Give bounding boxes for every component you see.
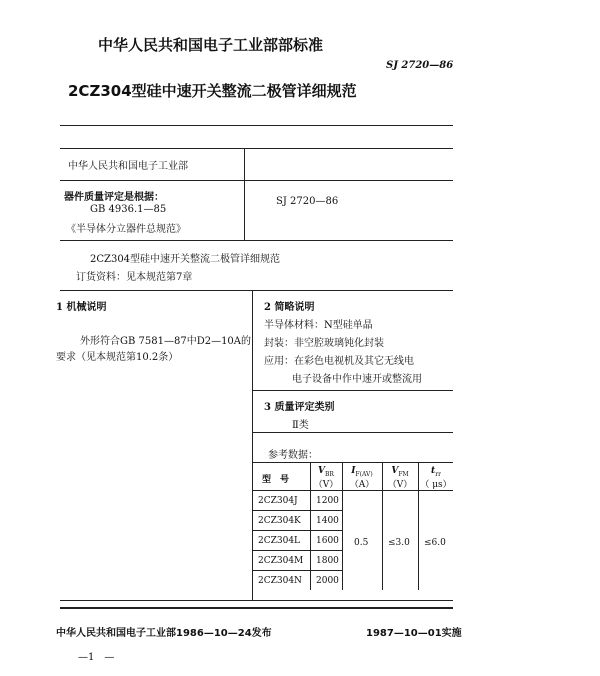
rule-info-top: [60, 148, 453, 149]
rule-bottom-2: [60, 607, 453, 609]
info-divider: [244, 148, 245, 240]
rule-refdata: [252, 432, 453, 433]
section1-title: 1 机械说明: [56, 302, 107, 313]
section1-line2: 要求（见本规范第10.2条）: [56, 352, 179, 363]
rule-bottom-1: [60, 600, 453, 601]
table-row-rule-4: [252, 570, 342, 571]
table-row-vbr: 1200: [316, 496, 339, 506]
basis-label: 器件质量评定是根据：: [64, 192, 164, 203]
agency-title: 中华人民共和国电子工业部部标准: [98, 36, 324, 54]
table-row-vbr: 1400: [316, 516, 339, 526]
spec-name: 2CZ304型硅中速开关整流二极管详细规范: [90, 254, 281, 265]
col-model-header: 型 号: [262, 475, 290, 485]
col-if-header: [342, 466, 382, 490]
col-if-symbol: I: [351, 466, 356, 476]
section2-application-2: 电子设备中作中速开或整流用: [292, 374, 422, 385]
section2-title: 2 简略说明: [264, 302, 315, 313]
table-row-model: 2CZ304J: [258, 496, 298, 506]
rule-issuer: [60, 180, 453, 181]
col-vfm-symbol: V: [391, 466, 399, 476]
col-vbr-subscript: BR: [325, 470, 334, 478]
col-trr-unit: （ μs）: [420, 479, 452, 490]
info-code: SJ 2720—86: [276, 196, 339, 207]
rule-top: [60, 125, 453, 126]
document-title: 2CZ304型硅中速开关整流二极管详细规范: [68, 82, 357, 100]
section3-category: Ⅱ类: [292, 420, 309, 431]
issued-date: 中华人民共和国电子工业部1986—10—24发布: [56, 628, 272, 639]
table-row-vbr: 1600: [316, 536, 339, 546]
table-top-rule: [252, 462, 453, 463]
table-row-vbr: 2000: [316, 576, 339, 586]
column-divider: [252, 290, 253, 600]
table-row-vbr: 1800: [316, 556, 339, 566]
basis-name: 《半导体分立器件总规范》: [66, 224, 186, 235]
if-value: 0.5: [354, 538, 369, 548]
issuer: 中华人民共和国电子工业部: [68, 161, 188, 172]
col-trr-subscript: rr: [435, 470, 441, 478]
rule-section3: [252, 390, 453, 391]
vfm-value: ≤3.0: [388, 538, 410, 548]
rule-info-bottom: [60, 290, 453, 291]
col-vbr-symbol: V: [318, 466, 326, 476]
table-row-model: 2CZ304M: [258, 556, 304, 566]
table-row-model: 2CZ304L: [258, 536, 301, 546]
section2-application-1: 应用：在彩色电视机及其它无线电: [264, 356, 414, 367]
rule-info-mid: [60, 240, 453, 241]
trr-value: ≤6.0: [424, 538, 446, 548]
col-vbr-unit: （V）: [313, 479, 339, 490]
col-if-unit: （A）: [349, 479, 375, 490]
basis-standard: GB 4936.1—85: [90, 204, 167, 215]
standard-code: SJ 2720—86: [386, 60, 454, 71]
col-trr-header: [418, 466, 454, 490]
col-trr-symbol: t: [431, 466, 436, 476]
col-vfm-unit: （V）: [387, 479, 413, 490]
ref-data-label: 参考数据：: [268, 450, 318, 461]
table-row-rule-2: [252, 530, 342, 531]
table-header-rule: [252, 490, 453, 491]
page-number: —1 —: [78, 652, 115, 663]
col-if-subscript: F(AV): [355, 470, 373, 478]
table-row-model: 2CZ304K: [258, 516, 301, 526]
section3-title: 3 质量评定类别: [264, 402, 335, 413]
table-row-rule-1: [252, 510, 342, 511]
effective-date: 1987—10—01实施: [366, 628, 462, 639]
col-vfm-header: [382, 466, 418, 490]
section2-material: 半导体材料：N型硅单晶: [264, 320, 373, 331]
col-vbr-header: [310, 466, 342, 490]
col-vfm-subscript: FM: [398, 470, 409, 478]
order-info: 订货资料：见本规范第7章: [76, 272, 193, 283]
section1-line1: 外形符合GB 7581—87中D2—10A的: [80, 336, 252, 347]
table-row-model: 2CZ304N: [258, 576, 302, 586]
table-row-rule-3: [252, 550, 342, 551]
section2-package: 封装：非空腔玻璃钝化封装: [264, 338, 384, 349]
